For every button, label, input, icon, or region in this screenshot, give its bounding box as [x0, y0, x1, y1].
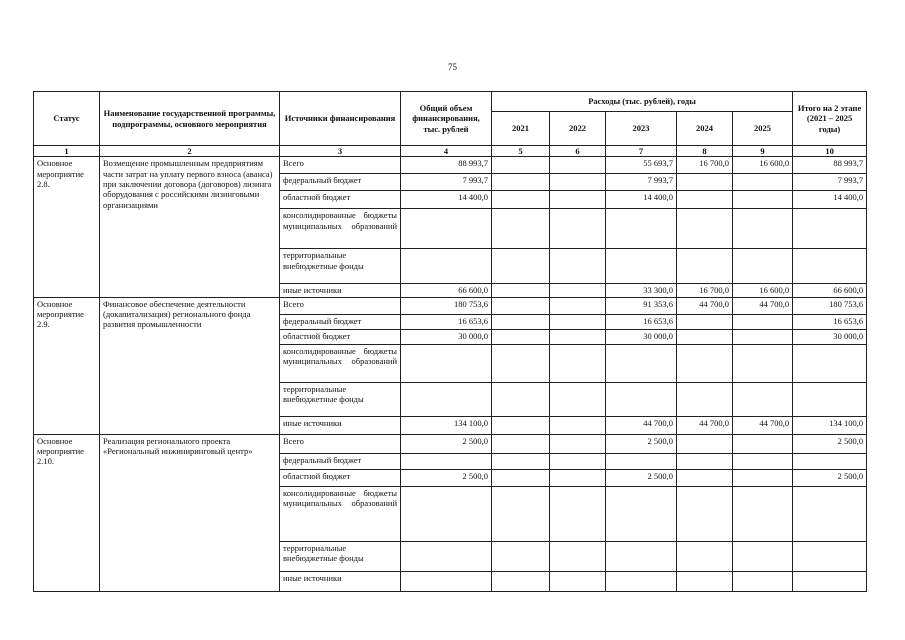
- funding-source-cell: территориальные внебюджетные фонды: [280, 249, 401, 284]
- stage-total-cell: [793, 344, 867, 382]
- year-amount-cell: [677, 329, 733, 344]
- total-amount-cell: 134 100,0: [401, 416, 492, 434]
- year-amount-cell: [550, 174, 606, 191]
- year-amount-cell: [492, 571, 550, 591]
- year-amount-cell: [677, 209, 733, 249]
- year-amount-cell: [492, 486, 550, 541]
- year-amount-cell: [677, 469, 733, 486]
- funding-source-cell: федеральный бюджет: [280, 174, 401, 191]
- year-amount-cell: 16 653,6: [606, 314, 677, 329]
- year-amount-cell: [733, 314, 793, 329]
- year-amount-cell: [492, 249, 550, 284]
- year-amount-cell: [733, 486, 793, 541]
- year-amount-cell: [550, 157, 606, 174]
- stage-total-cell: 16 653,6: [793, 314, 867, 329]
- year-amount-cell: [677, 382, 733, 416]
- year-amount-cell: 30 000,0: [606, 329, 677, 344]
- year-amount-cell: [550, 329, 606, 344]
- header-name: Наименование государственной программы, подпрограммы, основного мероприятия: [100, 92, 280, 146]
- total-amount-cell: [401, 249, 492, 284]
- year-amount-cell: 44 700,0: [606, 416, 677, 434]
- year-amount-cell: [733, 249, 793, 284]
- stage-total-cell: [793, 249, 867, 284]
- table-body: [34, 157, 867, 591]
- total-amount-cell: 2 500,0: [401, 434, 492, 453]
- column-number: 7: [606, 146, 677, 157]
- total-amount-cell: [401, 486, 492, 541]
- year-amount-cell: [492, 297, 550, 314]
- measure-status-cell: Основное мероприятие 2.8.: [34, 157, 100, 297]
- year-amount-cell: [550, 314, 606, 329]
- year-amount-cell: [677, 434, 733, 453]
- year-amount-cell: 16 700,0: [677, 157, 733, 174]
- header-total: Общий объем финансирования, тыс. рублей: [401, 92, 492, 146]
- year-amount-cell: [492, 191, 550, 209]
- stage-total-cell: 2 500,0: [793, 469, 867, 486]
- year-amount-cell: 44 700,0: [733, 416, 793, 434]
- financing-table: [33, 91, 867, 592]
- year-amount-cell: 44 700,0: [677, 416, 733, 434]
- year-amount-cell: [550, 486, 606, 541]
- year-amount-cell: [733, 191, 793, 209]
- year-amount-cell: [733, 453, 793, 469]
- total-amount-cell: 2 500,0: [401, 469, 492, 486]
- funding-source-cell: консолидированные бюджеты муниципальных образований: [280, 486, 401, 541]
- year-amount-cell: [733, 382, 793, 416]
- page-number: 75: [448, 62, 457, 72]
- header-stage-total: Итого на 2 этапе (2021 – 2025 годы): [793, 92, 867, 146]
- total-amount-cell: 16 653,6: [401, 314, 492, 329]
- year-amount-cell: [550, 191, 606, 209]
- year-amount-cell: 44 700,0: [733, 297, 793, 314]
- year-amount-cell: [733, 434, 793, 453]
- funding-source-cell: областной бюджет: [280, 469, 401, 486]
- header-year: 2023: [606, 112, 677, 146]
- year-amount-cell: [677, 174, 733, 191]
- measure-status-cell: Основное мероприятие 2.10.: [34, 434, 100, 591]
- year-amount-cell: [733, 209, 793, 249]
- stage-total-cell: 88 993,7: [793, 157, 867, 174]
- year-amount-cell: [550, 571, 606, 591]
- year-amount-cell: [606, 541, 677, 571]
- year-amount-cell: 14 400,0: [606, 191, 677, 209]
- header-year: 2024: [677, 112, 733, 146]
- stage-total-cell: 2 500,0: [793, 434, 867, 453]
- year-amount-cell: [492, 344, 550, 382]
- funding-source-cell: федеральный бюджет: [280, 453, 401, 469]
- year-amount-cell: [492, 157, 550, 174]
- stage-total-cell: 14 400,0: [793, 191, 867, 209]
- funding-source-cell: Всего: [280, 297, 401, 314]
- header-year: 2022: [550, 112, 606, 146]
- funding-source-cell: консолидированные бюджеты муниципальных образований: [280, 209, 401, 249]
- total-amount-cell: [401, 382, 492, 416]
- column-number: 5: [492, 146, 550, 157]
- year-amount-cell: 44 700,0: [677, 297, 733, 314]
- stage-total-cell: [793, 382, 867, 416]
- table-row: [34, 434, 867, 453]
- funding-source-cell: областной бюджет: [280, 191, 401, 209]
- year-amount-cell: [550, 453, 606, 469]
- year-amount-cell: 16 600,0: [733, 284, 793, 297]
- year-amount-cell: [550, 297, 606, 314]
- stage-total-cell: [793, 209, 867, 249]
- total-amount-cell: 66 600,0: [401, 284, 492, 297]
- funding-source-cell: иные источники: [280, 284, 401, 297]
- total-amount-cell: [401, 209, 492, 249]
- year-amount-cell: 2 500,0: [606, 469, 677, 486]
- year-amount-cell: [550, 416, 606, 434]
- year-amount-cell: [492, 434, 550, 453]
- stage-total-cell: [793, 541, 867, 571]
- year-amount-cell: [550, 541, 606, 571]
- year-amount-cell: [550, 249, 606, 284]
- stage-total-cell: [793, 571, 867, 591]
- year-amount-cell: [677, 486, 733, 541]
- year-amount-cell: [677, 191, 733, 209]
- year-amount-cell: [677, 541, 733, 571]
- funding-source-cell: консолидированные бюджеты муниципальных образований: [280, 344, 401, 382]
- year-amount-cell: 33 300,0: [606, 284, 677, 297]
- column-number: 1: [34, 146, 100, 157]
- stage-total-cell: 180 753,6: [793, 297, 867, 314]
- year-amount-cell: [677, 571, 733, 591]
- funding-source-cell: территориальные внебюджетные фонды: [280, 541, 401, 571]
- stage-total-cell: 7 993,7: [793, 174, 867, 191]
- year-amount-cell: [606, 209, 677, 249]
- year-amount-cell: [550, 344, 606, 382]
- total-amount-cell: [401, 344, 492, 382]
- measure-name-cell: Реализация регионального проекта «Региональный инжиниринговый центр»: [100, 434, 280, 591]
- table-row: [34, 297, 867, 314]
- stage-total-cell: 30 000,0: [793, 329, 867, 344]
- funding-source-cell: Всего: [280, 157, 401, 174]
- year-amount-cell: [492, 453, 550, 469]
- header-year: 2025: [733, 112, 793, 146]
- total-amount-cell: 7 993,7: [401, 174, 492, 191]
- year-amount-cell: [677, 453, 733, 469]
- year-amount-cell: 91 353,6: [606, 297, 677, 314]
- year-amount-cell: [733, 329, 793, 344]
- column-number: 3: [280, 146, 401, 157]
- year-amount-cell: 7 993,7: [606, 174, 677, 191]
- header-expenses: Расходы (тыс. рублей), годы: [492, 92, 793, 112]
- year-amount-cell: [492, 209, 550, 249]
- measure-name-cell: Возмещение промышленным предприятиям части затрат на уплату первого взноса (аванса) при заключении договора (договоров) лизинга оборудования с российскими лизинговыми организациями: [100, 157, 280, 297]
- column-number: 8: [677, 146, 733, 157]
- year-amount-cell: [677, 314, 733, 329]
- stage-total-cell: 134 100,0: [793, 416, 867, 434]
- column-numbers-row: [34, 146, 867, 157]
- total-amount-cell: 14 400,0: [401, 191, 492, 209]
- year-amount-cell: [606, 571, 677, 591]
- year-amount-cell: [492, 416, 550, 434]
- funding-source-cell: федеральный бюджет: [280, 314, 401, 329]
- year-amount-cell: [606, 382, 677, 416]
- year-amount-cell: [733, 571, 793, 591]
- year-amount-cell: [733, 344, 793, 382]
- funding-source-cell: иные источники: [280, 571, 401, 591]
- year-amount-cell: [550, 434, 606, 453]
- column-number: 9: [733, 146, 793, 157]
- table-row: [34, 157, 867, 174]
- year-amount-cell: 16 600,0: [733, 157, 793, 174]
- year-amount-cell: [733, 541, 793, 571]
- column-number: 2: [100, 146, 280, 157]
- year-amount-cell: [550, 209, 606, 249]
- year-amount-cell: [492, 469, 550, 486]
- funding-source-cell: иные источники: [280, 416, 401, 434]
- year-amount-cell: [606, 486, 677, 541]
- year-amount-cell: [606, 344, 677, 382]
- measure-name-cell: Финансовое обеспечение деятельности (докапитализация) регионального фонда развития промышленности: [100, 297, 280, 434]
- total-amount-cell: 88 993,7: [401, 157, 492, 174]
- year-amount-cell: [677, 249, 733, 284]
- funding-source-cell: областной бюджет: [280, 329, 401, 344]
- funding-source-cell: территориальные внебюджетные фонды: [280, 382, 401, 416]
- stage-total-cell: [793, 453, 867, 469]
- year-amount-cell: 2 500,0: [606, 434, 677, 453]
- year-amount-cell: [492, 284, 550, 297]
- header-status: Статус: [34, 92, 100, 146]
- year-amount-cell: [677, 344, 733, 382]
- year-amount-cell: [550, 284, 606, 297]
- year-amount-cell: [492, 329, 550, 344]
- year-amount-cell: [606, 453, 677, 469]
- column-number: 10: [793, 146, 867, 157]
- year-amount-cell: [492, 174, 550, 191]
- year-amount-cell: [733, 174, 793, 191]
- stage-total-cell: 66 600,0: [793, 284, 867, 297]
- funding-source-cell: Всего: [280, 434, 401, 453]
- header-year: 2021: [492, 112, 550, 146]
- total-amount-cell: [401, 453, 492, 469]
- table-header: [34, 92, 867, 157]
- column-number: 4: [401, 146, 492, 157]
- total-amount-cell: [401, 571, 492, 591]
- header-sources: Источники финансирования: [280, 92, 401, 146]
- year-amount-cell: [550, 382, 606, 416]
- year-amount-cell: [492, 541, 550, 571]
- year-amount-cell: [550, 469, 606, 486]
- year-amount-cell: 55 693,7: [606, 157, 677, 174]
- column-number: 6: [550, 146, 606, 157]
- total-amount-cell: [401, 541, 492, 571]
- year-amount-cell: [492, 382, 550, 416]
- year-amount-cell: [492, 314, 550, 329]
- total-amount-cell: 30 000,0: [401, 329, 492, 344]
- year-amount-cell: [733, 469, 793, 486]
- measure-status-cell: Основное мероприятие 2.9.: [34, 297, 100, 434]
- total-amount-cell: 180 753,6: [401, 297, 492, 314]
- stage-total-cell: [793, 486, 867, 541]
- year-amount-cell: 16 700,0: [677, 284, 733, 297]
- year-amount-cell: [606, 249, 677, 284]
